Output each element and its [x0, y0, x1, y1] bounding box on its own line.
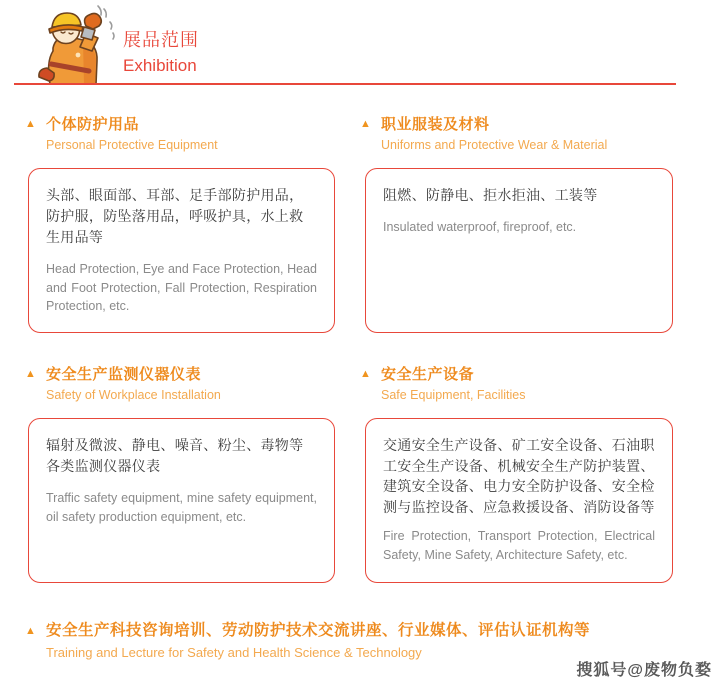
- footer-training-note: [25, 622, 685, 660]
- section-content-box: [365, 418, 673, 583]
- section-title-zh: 安全生产监测仪器仪表: [46, 366, 202, 383]
- triangle-bullet-icon: ▲: [360, 118, 371, 130]
- page-title: [123, 29, 199, 76]
- section-body-zh: 交通安全生产设备、矿工安全设备、石油职工安全生产设备、机械安全生产防护装置、建筑安全设备、电力安全防护设备、安全检测与监控设备、应急救援设备、消防设备等: [383, 437, 655, 515]
- footer-title-en: Training and Lecture for Safety and Health Science & Technology: [46, 645, 422, 660]
- section-body-en: Insulated waterproof, fireproof, etc.: [383, 220, 577, 234]
- page-title-zh: 展品范围: [123, 30, 199, 50]
- section-title-en: Safe Equipment, Facilities: [381, 388, 526, 402]
- section-title-en: Safety of Workplace Installation: [46, 388, 221, 402]
- section-content-box: [365, 168, 673, 333]
- section-body-en: Head Protection, Eye and Face Protection, Head and Foot Protection, Fall Protection, Respiration Protection, etc.: [46, 262, 317, 313]
- section-body-zh: 辐射及微波、静电、噪音、粉尘、毒物等各类监测仪器仪表: [46, 437, 304, 474]
- section-content-box: [28, 168, 335, 333]
- header-divider: [14, 83, 676, 85]
- section-body-en: Traffic safety equipment, mine safety equipment, oil safety production equipment, etc.: [46, 491, 317, 524]
- section-title-en: Personal Protective Equipment: [46, 138, 218, 152]
- section-monitoring-instruments: [25, 366, 335, 583]
- page-title-en: Exhibition: [123, 55, 197, 75]
- section-title-zh: 个体防护用品: [46, 116, 140, 133]
- section-personal-protective-equipment: [25, 116, 335, 333]
- triangle-bullet-icon: ▲: [25, 625, 36, 637]
- section-uniforms-and-materials: [360, 116, 673, 333]
- section-body-zh: 头部、眼面部、耳部、足手部防护用品，防护服，防坠落用品，呼吸护具，水上救生用品等: [46, 187, 304, 245]
- section-title-zh: 职业服装及材料: [381, 116, 490, 133]
- section-title-zh: 安全生产设备: [381, 366, 475, 383]
- triangle-bullet-icon: ▲: [360, 368, 371, 380]
- sohu-watermark: 搜狐号@废物负婺: [576, 662, 712, 679]
- section-safety-production-equipment: [360, 366, 673, 583]
- section-body-zh: 阻燃、防静电、拒水拒油、工装等: [383, 187, 598, 203]
- section-title-en: Uniforms and Protective Wear & Material: [381, 138, 608, 152]
- safety-worker-mascot-illustration: [26, 2, 122, 86]
- section-body-en: Fire Protection, Transport Protection, Electrical Safety, Mine Safety, Architecture Safety, etc.: [383, 529, 655, 562]
- triangle-bullet-icon: ▲: [25, 368, 36, 380]
- footer-title-zh: 安全生产科技咨询培训、劳动防护技术交流讲座、行业媒体、评估认证机构等: [46, 622, 591, 639]
- triangle-bullet-icon: ▲: [25, 118, 36, 130]
- section-content-box: [28, 418, 335, 583]
